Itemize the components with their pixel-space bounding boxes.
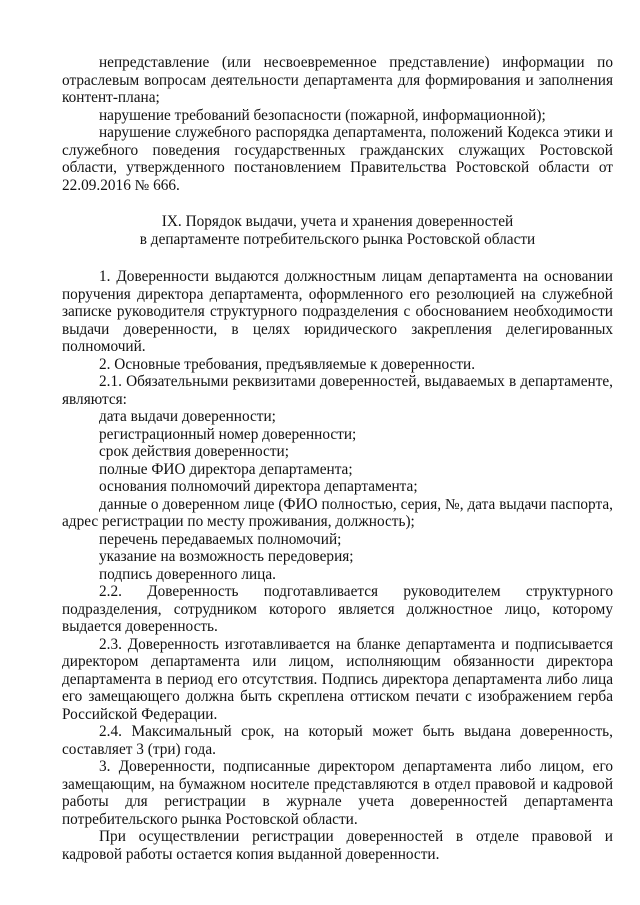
paragraph-2-4: 2.4. Максимальный срок, на который может быть выдана доверенность, составляет 3 (три) года. xyxy=(62,723,613,758)
paragraph-2-3: 2.3. Доверенность изготавливается на бланке департамента и подписывается директором департамента или лицом, исполняющим обязанности директора департамента в период его отсутствия. Подпись директора департамента либо лица его замещающего должна быть скреплена оттиском печати с изображением герба Российской Федерации. xyxy=(62,635,613,723)
section-heading-line1: IX. Порядок выдачи, учета и хранения доверенностей xyxy=(161,213,514,230)
section-heading xyxy=(62,213,613,248)
paragraph-1: 1. Доверенности выдаются должностным лицам департамента на основании поручения директора департамента, оформленного его резолюцией на служебной записке руководителя структурного подразделения с обоснованием необходимости выдачи доверенности, в целях юридического закрепления делегированных полномочий. xyxy=(62,268,613,355)
list-item: регистрационный номер доверенности; xyxy=(99,425,357,443)
list-item: дата выдачи доверенности; xyxy=(99,408,276,425)
intro-item-nonsubmission: непредставление (или несвоевременное представление) информации по отраслевым вопросам деятельности департамента для формирования и заполнения контент-плана; xyxy=(62,54,613,106)
intro-item-safety: нарушение требований безопасности (пожарной, информационной); xyxy=(99,106,546,124)
list-item: данные о доверенном лице (ФИО полностью, серия, №, дата выдачи паспорта, адрес регистрации по месту проживания, должность); xyxy=(62,495,613,530)
list-item: срок действия доверенности; xyxy=(99,443,289,460)
section-heading-line2: в департаменте потребительского рынка Ростовской области xyxy=(139,230,536,248)
paragraph-3: 3. Доверенности, подписанные директором департамента либо лицом, его замещающим, на бумажном носителе представляются в отдел правовой и кадровой работы для регистрации в журнале учета доверенностей департамента потребительского рынка Ростовской области. xyxy=(62,758,613,828)
list-item: полные ФИО директора департамента; xyxy=(99,460,353,478)
list-item: основания полномочий директора департамента; xyxy=(99,478,418,495)
paragraph-2-2: 2.2. Доверенность подготавливается руководителем структурного подразделения, сотрудником которого является должностное лицо, которому выдается доверенность. xyxy=(62,583,613,635)
paragraph-4: При осуществлении регистрации доверенностей в отделе правовой и кадровой работы остается копия выданной доверенности. xyxy=(62,828,613,863)
document-page xyxy=(62,54,613,863)
list-item: перечень передаваемых полномочий; xyxy=(99,530,342,548)
list-item: указание на возможность передоверия; xyxy=(99,548,354,565)
paragraph-2-1: 2.1. Обязательными реквизитами доверенностей, выдаваемых в департаменте, являются: xyxy=(62,373,613,408)
list-item: подпись доверенного лица. xyxy=(99,565,276,583)
intro-item-routine: нарушение служебного распорядка департамента, положений Кодекса этики и служебного поведения государственных гражданских служащих Ростовской области, утвержденного постановлением Правительства Ростовской области от 22.09.2016 № 666. xyxy=(62,124,613,194)
paragraph-2: 2. Основные требования, предъявляемые к доверенности. xyxy=(99,355,476,373)
